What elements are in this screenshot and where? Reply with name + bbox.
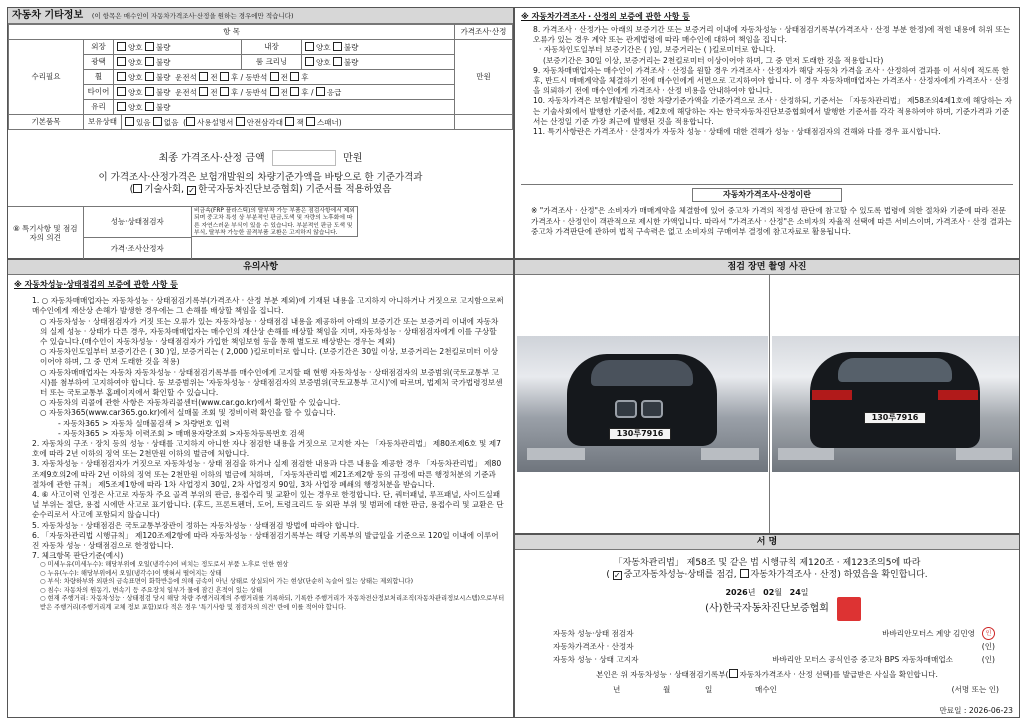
note-7-leak-minor: ○ 미세누유(미세누수): 해당부위에 오일(냉각수)이 비치는 정도로서 부품 노후로 인한 현상 — [40, 561, 289, 569]
sig-price-label: 자동차가격조사 · 산정자 — [553, 642, 634, 651]
tire-options: 양호 불량 운전석 전 후 / 동반석 전 후 / 응급 — [114, 85, 455, 100]
signature-check-line: ( ✓중고자동차성능·상태를 점검, 자동차가격조사 · 산정) 하였음을 확인합니다. — [515, 569, 1019, 581]
exterior-options: 양호 불량 — [114, 40, 242, 55]
sig-inspector-label: 자동차 성능·상태 점검자 — [553, 629, 634, 638]
wheel-driver-rear-checkbox[interactable] — [220, 72, 229, 81]
notes-title: 유의사항 — [8, 260, 513, 275]
tire-driver-front-checkbox[interactable] — [199, 87, 208, 96]
tire-passenger-front-checkbox[interactable] — [270, 87, 279, 96]
final-amount-label: 최종 가격조사·산정 금액 — [158, 153, 265, 164]
photo-divider — [769, 275, 770, 533]
assoc-seal — [837, 597, 861, 621]
price-definition-text: ※ "가격조사 · 산정"은 소비자가 매매계약을 체결함에 있어 중고차 가격의 적정성 판단에 참고할 수 있도록 법령에 의한 절차와 기준에 따라 전문 가격조사 · 산정인이 객관적으로 제시한 가액입니다. 따라서 "가격조사 · 산정"은 소비자의 자율적 선택에 따른 서비스이며, 가격조사 · 산정 결과는 중고차 가격판단에 관하여 법적 구속력은 없고 소비자의 구매여부 결정에 참고자료로 활용됩니다. — [531, 206, 1012, 236]
guarantee-item-8: 8. 가격조사 · 산정가는 아래의 보증기간 또는 보증거리 이내에 자동차성능 · 상태점검기록부(가격조사 · 산정 부분 한정)에 적힌 내용에 허위 또는 오류가 있는 경우 계약 또는 관계법령에 따라 매수인에 대하여 책임을 집니다. — [533, 25, 1011, 45]
note-7: 7. 체크항목 판단기준(예시) — [32, 551, 124, 561]
guarantee-item-8-note: (보증기간은 30일 이상, 보증거리는 2천킬로미터 이상이어야 하며, 그 중 먼저 도래한 것을 적용합니다) — [543, 55, 884, 65]
interior-good-checkbox[interactable] — [305, 42, 314, 51]
note-5: 5. 자동차성능 · 상태점검은 국토교통부장관이 정하는 자동차성능 · 상태점검 방법에 따라야 합니다. — [32, 520, 360, 530]
note-7-mileage: ○ 현재 주행거리: 자동차성능 · 상태점검 당시 해당 차량 주행거리계의 주행거리를 기록하되, 기록한 주행거리가 자동차전산정보처리조직(자동차관리정보시스템)으로부터 받은 주행거리(주행거리계 교체 정보 포함)보다 적은 경우 '특기사항 및 점검자의 의견' 란에 이를 적어야 합니다. — [40, 595, 505, 611]
wheel-passenger-front-checkbox[interactable] — [270, 72, 279, 81]
sig-notifier-value: 바바리안 모터스 공식인증 중고차 BPS 자동차매매업소 — [772, 655, 953, 664]
wheel-bad-checkbox[interactable] — [145, 72, 154, 81]
basic-price-cell — [455, 115, 513, 130]
sig-row-inspector — [553, 627, 999, 640]
windshield-front — [591, 360, 693, 386]
basis-tech-checkbox[interactable] — [133, 184, 142, 193]
repair-label: 수리필요 — [9, 40, 84, 115]
guarantee-item-10: 10. 자동차가격은 보험개발원이 정한 차량기준가액을 기준가격으로 조사 · 산정하되, 기준서는 「자동차관리법」 제58조의4제1호에 해당하는 자는 기술사회에서 발행한 기준서를, 제2호에 해당하는 자는 한국자동차진단보증협회에서 발행한 기준서를 각각 적용하여야 하며, 기준가격과 기준서는 산정일 기준 가장 최근에 발행된 것을 적용합니다. — [533, 96, 1012, 126]
gloss-options: 양호 불량 — [114, 55, 242, 70]
note-1f: ○ 자동차365(www.car365.go.kr)에서 실매물 조회 및 정비이력 확인을 할 수 있습니다. — [40, 408, 336, 418]
expiry-date: 만료일 : 2026-06-23 — [939, 705, 1013, 715]
notes-panel — [7, 259, 514, 718]
note-1g: - 자동차365 > 자동차 실매물검색 > 차량번호 입력 — [58, 418, 230, 428]
lift-right — [701, 448, 759, 460]
holding-label: 보유상태 — [84, 115, 122, 130]
glass-good-checkbox[interactable] — [117, 102, 126, 111]
other-info-title: 자동차 기타정보 — [12, 10, 84, 21]
guarantee-item-8-period: · 자동차인도일부터 보증기간은 ( )일, 보증거리는 ( )킬로미터로 합니다. — [539, 45, 776, 55]
spanner-checkbox[interactable] — [306, 117, 315, 126]
row-glass-label: 유리 — [84, 100, 114, 115]
gloss-good-checkbox[interactable] — [117, 57, 126, 66]
row-tire-label: 타이어 — [84, 85, 114, 100]
room-clean-options: 양호 불량 — [302, 55, 455, 70]
sig-inspector-value: 바바리안모터스 계양 김민영 — [882, 629, 975, 638]
holding-no-checkbox[interactable] — [153, 117, 162, 126]
note-3: 3. 자동차성능 · 상태점검자가 거짓으로 자동차성능 · 상태 점검을 하거나 실제 점검한 내용과 다른 내용을 제공한 경우 「자동차관리법」 제80조제9호의2에 따라 2년 이하의 징역 또는 2천만원 이하의 벌금에 처하며, 「자동차관리법 제21조제2항 등의 규정에 따른 행정처분의 기준과 절차에 관한 규칙」 제5조제1항에 따라 1차 사업정지 30일, 2차 사업정지 90일, 3차 사업장 폐쇄의 행정처분을 받습니다. — [32, 459, 502, 489]
special-notes-label: ⑧ 특기사항 및 점검자의 의견 — [8, 207, 83, 260]
holding-options: 있음 없음 ( 사용설명서 안전삼각대 잭 스패너) — [122, 115, 455, 130]
tire-emergency-checkbox[interactable] — [316, 87, 325, 96]
performance-check-checkbox[interactable] — [613, 571, 622, 580]
lift-left-rear — [778, 448, 834, 460]
signature-rows — [553, 627, 999, 666]
note-1a: 1. ○ 자동차매매업자는 자동차성능 · 상태점검기록부(가격조사 · 산정 부분 제외)에 기재된 내용을 고지하지 아니하거나 거짓으로 고지함으로써 매수인에게 재산상 손해가 발생한 경우에는 그 손해를 배상할 책임을 집니다. — [32, 296, 504, 316]
grille-front-right — [641, 400, 663, 418]
perf-checker-label: 성능·상태점검자 — [83, 207, 192, 238]
final-amount-row — [8, 150, 513, 166]
signature-body — [515, 557, 1019, 615]
safety-triangle-checkbox[interactable] — [236, 117, 245, 126]
price-definition-title: 자동차가격조사·산정이란 — [692, 188, 842, 202]
col-item-header: 항 목 — [9, 25, 455, 40]
other-info-subtitle: (이 항목은 매수인이 자동차가격조사·산정을 원하는 경우에만 적습니다) — [91, 12, 294, 20]
basic-items-table — [8, 114, 513, 130]
price-checker-label: 가격·조사산정자 — [83, 238, 192, 260]
basis-kaa-checkbox[interactable] — [187, 186, 196, 195]
tire-bad-checkbox[interactable] — [145, 87, 154, 96]
confirm-price-checkbox[interactable] — [729, 669, 738, 678]
price-check-checkbox[interactable] — [740, 569, 749, 578]
wheel-passenger-rear-checkbox[interactable] — [290, 72, 299, 81]
price-amount-unit: 만원 — [455, 40, 513, 115]
final-amount-unit: 만원 — [343, 153, 363, 164]
signature-law-line: 「자동차관리법」 제58조 및 같은 법 시행규칙 제120조 · 제123조의5에 따라 — [613, 558, 921, 568]
perf-checker-opinion: 비금속(FRP 플라스틱)의 탈부착 가능 부품은 점검사항에서 제외되며 중고차 특성 상 부분적인 판금,도색 및 자량의 노후화에 따른 자연스러운 부식이 있을 수 있습니다. 부분적인 판금 도색 및 부식, 탈부착 가능한 골격부품 교환은 고지하지 않습니다. — [192, 206, 358, 237]
user-manual-checkbox[interactable] — [186, 117, 195, 126]
wheel-driver-front-checkbox[interactable] — [199, 72, 208, 81]
signature-assoc: (사)한국자동차진단보증협회 — [705, 603, 829, 614]
photos-panel — [514, 259, 1020, 534]
wheel-good-checkbox[interactable] — [117, 72, 126, 81]
note-4: 4. ⑥ 사고이력 인정은 사고로 자동차 주요 골격 부위의 판금, 용접수리 및 교환이 있는 경우로 한정합니다. 단, 쿼터패널, 루프패널, 사이드실패널 부위는 절단, 용접 시에만 사고로 표기합니다. (후드, 프론트펜더, 도어, 트렁크리드 등 외판 부위 및 범퍼에 대한 판금, 용접수리 및 교환은 단순수리로서 사고에 포함되지 않습니다) — [32, 490, 504, 520]
other-info-header — [8, 8, 513, 24]
price-guarantee-panel — [514, 7, 1020, 259]
basis-line-2: ( 기술사회, ✓ 한국자동차진단보증협회) 기준서를 적용하였음 — [8, 184, 513, 196]
note-7-corrosion: ○ 부식: 차량하부와 외판의 금속표면이 화학반응에 의해 금속이 아닌 상태로 상실되어 가는 현상(단순히 녹슬어 있는 상태는 제외합니다) — [40, 578, 414, 586]
rear-window — [838, 358, 952, 382]
basis-text — [8, 172, 513, 196]
note-1c: ○ 자동차인도일부터 보증기간은 ( 30 )일, 보증거리는 ( 2,000 )킬로미터로 합니다. (보증기간은 30일 이상, 보증거리는 2천킬로미터 이상이어야 하며, 그 중 먼저 도래한 것을 적용) — [40, 347, 498, 367]
guarantee-item-9: 9. 자동차매매업자는 매수인이 가격조사 · 산정을 원할 경우 가격조사 · 산정자가 해당 자동차 가격을 조사 · 산정하여 결과를 이 서식에 적도록 한 후, 반드시 매매계약을 체결하기 전에 매수인에게 서면으로 고지하여야 합니다. 이 경우 자동차매매업자는 가격조사 · 산정자에게 가격조사 · 산정을 의뢰하기 전에 매수인에게 가격조사 · 산정 비용을 안내하여야 합니다. — [533, 65, 1010, 96]
signature-panel: 서 명 「자동차관리법」 제58조 및 같은 법 시행규칙 제120조 · 제123조의5에 따라 ( ✓중고자동차성능·상태를 점검, 자동차가격조사 · 산정) 하였음을 확인합니다. 2026년 02월 24일 (사)한국자동차진단보증협회 자동차 성능·상태 점검자 바바리안모터스 계양 김민영 인 자동차가격조사 · 산정자 (인) 자동차 성능 · 상태 고지자 바바리안 모터스 공식인증 중고차 BPS 자동차매매업소 (인) 본인은 위 자동차성능 · 상태점검기록부( 자동차가격조사 · 산정 선택)를 발급받은 사실을 확인합니다. 년 월 일 매수인 (서명 또는 인) 만료일 : 2026-06-23 — [514, 534, 1020, 718]
exterior-good-checkbox[interactable] — [117, 42, 126, 51]
col-price-header: 가격조사·산정 — [455, 25, 513, 40]
guarantee-item-11: 11. 특기사항란은 가격조사 · 산정자가 자동차 성능 · 상태에 대한 견해가 성능 · 상태점검자의 견해와 다를 경우 표시합니다. — [533, 127, 941, 137]
other-info-table — [8, 24, 513, 115]
photos-title: 점검 장면 촬영 사진 — [515, 260, 1019, 275]
photo-rear — [772, 336, 1019, 472]
buyer-label: 매수인 — [755, 685, 778, 694]
sig-notifier-seal: (인) — [981, 655, 995, 664]
row-gloss-label: 광택 — [84, 55, 114, 70]
plate-rear: 130루7916 — [864, 412, 926, 424]
row-interior-label: 내장 — [242, 40, 302, 55]
room-clean-bad-checkbox[interactable] — [333, 57, 342, 66]
lift-left — [527, 448, 585, 460]
holding-yes-checkbox[interactable] — [125, 117, 134, 126]
row-wheel-label: 휠 — [84, 70, 114, 85]
grille-front — [615, 400, 637, 418]
signature-confirm: 본인은 위 자동차성능 · 상태점검기록부( 자동차가격조사 · 산정 선택)를 발급받은 사실을 확인합니다. — [596, 670, 938, 679]
jack-checkbox[interactable] — [285, 117, 294, 126]
room-clean-good-checkbox[interactable] — [305, 57, 314, 66]
price-definition-box — [521, 184, 1013, 254]
row-exterior-label: 외장 — [84, 40, 114, 55]
tire-passenger-rear-checkbox[interactable] — [290, 87, 299, 96]
exterior-bad-checkbox[interactable] — [145, 42, 154, 51]
note-1b: ○ 자동차성능 · 상태점검자가 거짓 또는 오류가 있는 자동차성능 · 상태점검 내용을 제공하여 아래의 보증기간 또는 보증거리 이내에 자동차의 실제 성능 · 상태가 다른 경우, 자동차매매업자는 매수인의 재산상 손해를 배상할 책임을 지며, 자동차성능 · 상태점검자에게 이를 구상할 수 있습니다.(매수인이 자동차성능 · 상태점검자가 가입한 책임보험 등을 통해 별도로 배상받는 경우는 제외) — [40, 316, 499, 347]
plate-front: 130루7916 — [609, 428, 671, 440]
note-2: 2. 자동차의 구조 · 장치 등의 성능 · 상태를 고지하지 아니한 자나 점검한 내용을 거짓으로 고지한 자는 「자동차관리법」 제80조제6호 및 제7호에 따라 2년 이하의 징역 또는 2천만원 이하의 벌금에 처합니다. — [32, 439, 501, 459]
sig-price-seal: (인) — [981, 642, 995, 651]
notes-body — [14, 280, 505, 612]
note-7-leak: ○ 누유(누수): 해당부위에서 오일(냉각수)이 맺혀서 떨어지는 상태 — [40, 569, 222, 577]
gloss-bad-checkbox[interactable] — [145, 57, 154, 66]
sig-notifier-label: 자동차 성능 · 상태 고지자 — [553, 655, 639, 664]
note-7-flood: ○ 침수: 자동차의 원동기, 변속기 등 주요장치 일부가 물에 잠긴 흔적이 있는 상태 — [40, 586, 263, 594]
photo-front — [517, 336, 768, 472]
buyer-sign: (서명 또는 인) — [951, 685, 999, 694]
note-6: 6. 「자동차관리법 시행규칙」 제120조제2항에 따라 자동차성능 · 상태점검기록부는 해당 기록부의 발급일을 기준으로 120일 이내에 이루어진 자동차 성능 · 상태점검으로 한정합니다. — [32, 530, 499, 551]
tire-driver-rear-checkbox[interactable] — [220, 87, 229, 96]
lift-right-rear — [956, 448, 1012, 460]
notes-heading: ※ 자동차성능·상태점검의 보증에 관한 사항 등 — [14, 280, 178, 289]
sig-row-notifier — [553, 653, 999, 666]
note-1h: - 자동차365 > 자동차 이력조회 > 매매용자량조회 >자동차등록번호 검색 — [58, 428, 305, 438]
signature-date: 2026년 02월 24일 — [725, 588, 809, 597]
guarantee-heading: ※ 자동차가격조사・산정의 보증에 관한 사항 등 — [521, 12, 690, 21]
basic-items-label: 기본품목 — [9, 115, 84, 130]
wheel-options: 양호 불량 운전석 전 후 / 동반석 전 후 — [114, 70, 455, 85]
note-1e: ○ 자동차의 리콜에 관한 사항은 자동차리콜센터(www.car.go.kr)에서 확인할 수 있습니다. — [40, 398, 341, 408]
other-info-panel — [7, 7, 514, 259]
glass-bad-checkbox[interactable] — [145, 102, 154, 111]
row-room-clean-label: 룸 크리닝 — [242, 55, 302, 70]
sig-inspector-stamp: 인 — [982, 627, 995, 640]
sig-row-price — [553, 640, 999, 653]
note-1d: ○ 자동차매매업자는 자동차 자동차성능 · 상태점검기록부를 매수인에게 고지할 때 현행 자동차성능 · 상태점검자의 보증범위(국토교통부 고시)를 첨부하여 고지하여야 합니다. 동 보증범위는 '자동차성능 · 상태점검자의 보증범위(국토교통부 고시)'에 따르며, 법제처 국가법령정보센터 또는 국토교통부 홈페이지에서 확인할 수 있습니다. — [40, 367, 503, 398]
final-amount-input[interactable] — [272, 150, 336, 166]
tire-good-checkbox[interactable] — [117, 87, 126, 96]
taillight-right — [938, 390, 978, 400]
special-notes-table — [8, 206, 192, 260]
taillight-left — [812, 390, 852, 400]
basis-line-1: 이 가격조사·산정가격은 보험개발원의 차량기준가액을 바탕으로 한 기준가격과 — [98, 172, 423, 183]
glass-options: 양호 불량 — [114, 100, 455, 115]
signature-title: 서 명 — [515, 535, 1019, 550]
interior-options: 양호 불량 — [302, 40, 455, 55]
guarantee-items — [521, 25, 1013, 137]
interior-bad-checkbox[interactable] — [333, 42, 342, 51]
